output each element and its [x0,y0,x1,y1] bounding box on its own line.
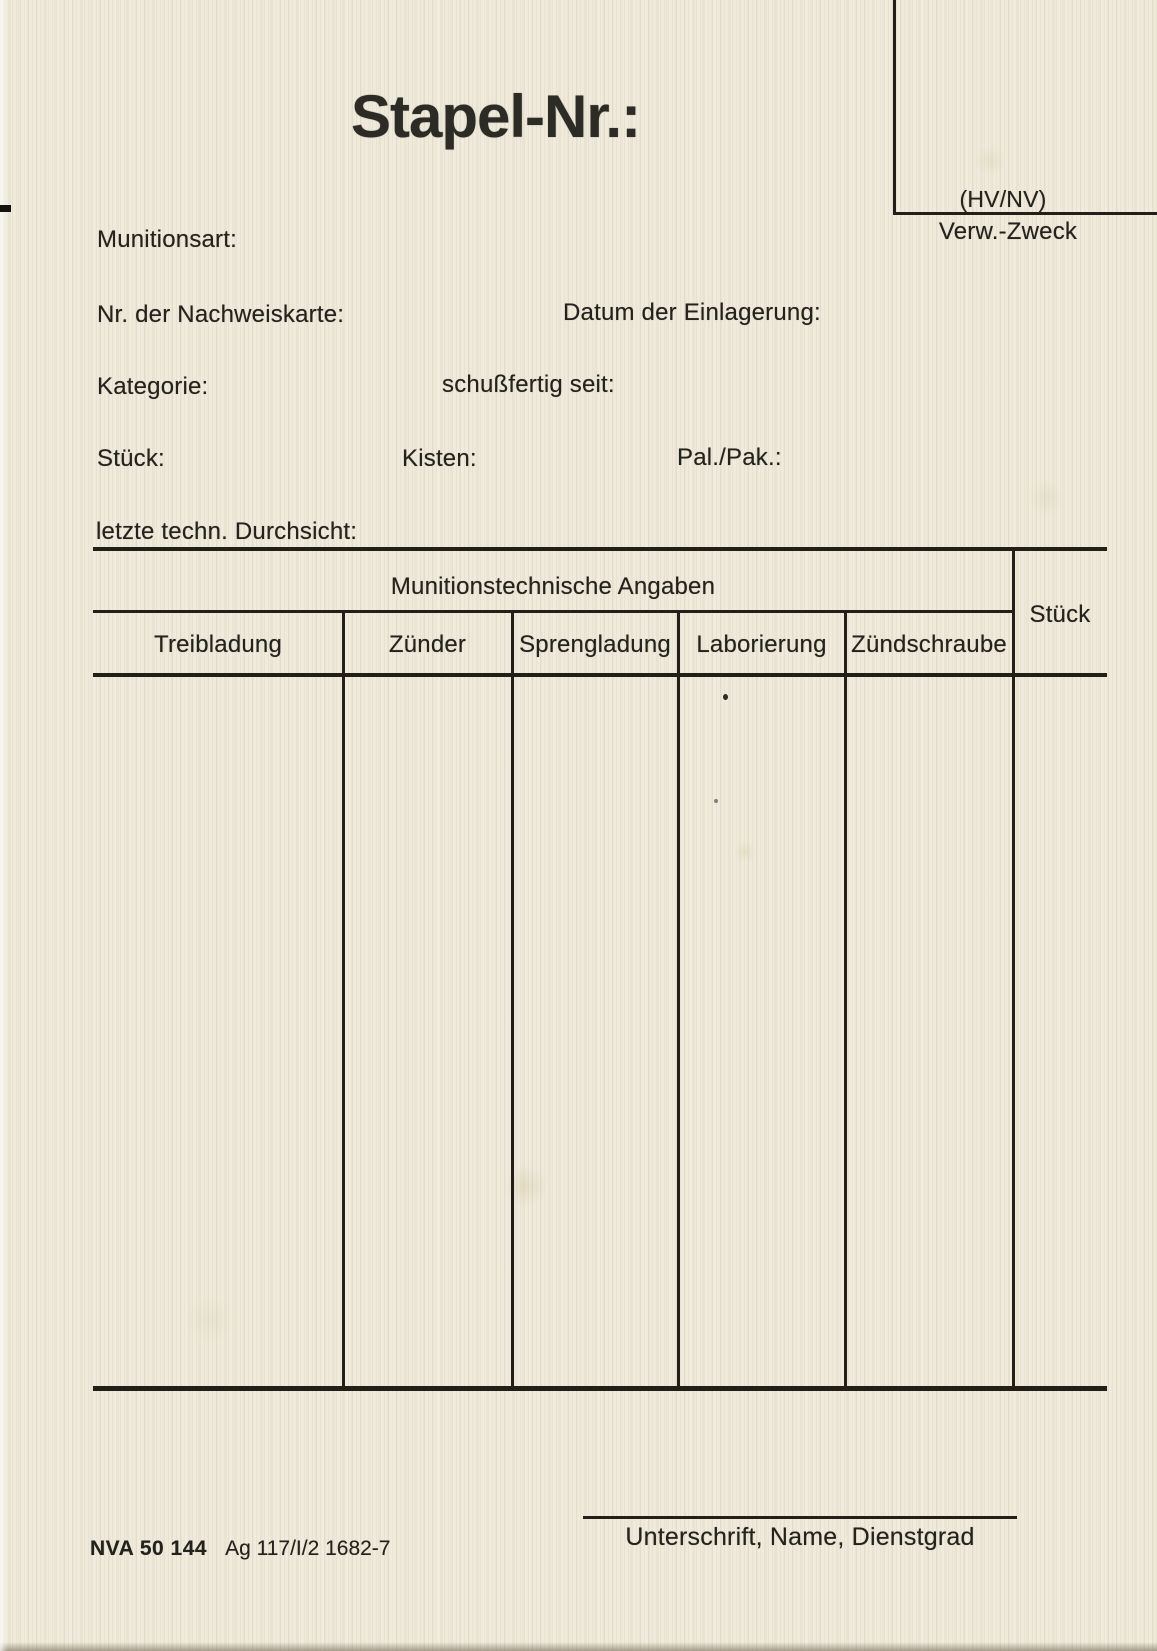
table-group-header-divider [93,610,1013,613]
table-column-divider-3 [677,610,680,1391]
table-header-bottom-border [93,673,1107,677]
table-group-header: Munitionstechnische Angaben [390,573,716,600]
table-column-header-zuender: Zünder [388,631,467,658]
hv-nv-label: (HV/NV) [959,186,1047,212]
table-column-divider-4 [844,610,847,1391]
field-label-stueck: Stück: [97,445,165,472]
table-column-header-sprengladung: Sprengladung [519,631,671,658]
table-column-divider-1 [342,610,345,1391]
table-column-divider-2 [511,610,514,1391]
table-top-border [93,547,1107,551]
table-column-header-zuendschraube: Zündschraube [851,631,1007,658]
table-column-header-laborierung: Laborierung [696,631,827,658]
form-title: Stapel-Nr.: [351,83,641,150]
ink-speck [714,799,718,803]
signature-line [583,1516,1017,1519]
usage-box-horizontal-rule [893,212,1157,215]
field-label-kategorie: Kategorie: [97,373,209,400]
table-bottom-border [93,1386,1107,1391]
signature-caption: Unterschrift, Name, Dienstgrad [625,1523,975,1551]
usage-box-vertical-rule [893,0,896,215]
form-print-code [90,1537,390,1560]
field-label-pal-pak: Pal./Pak.: [677,444,782,471]
verw-zweck-label: Verw.-Zweck [938,218,1078,245]
field-label-datum-einlagerung: Datum der Einlagerung: [563,299,821,326]
table-column-header-treibladung: Treibladung [153,631,283,658]
field-label-schussfertig-seit: schußfertig seit: [442,371,615,398]
print-office-code: Ag 117/I/2 1682-7 [225,1537,391,1560]
field-label-munitionsart: Munitionsart: [97,226,237,253]
form-number: NVA 50 144 [90,1537,208,1560]
table-column-header-stueck: Stück [1029,601,1091,628]
field-label-kisten: Kisten: [402,445,477,472]
field-label-letzte-durchsicht: letzte techn. Durchsicht: [96,518,358,545]
ink-speck [723,694,728,700]
scan-edge-dash [0,205,11,212]
table-stueck-column-divider [1012,549,1015,1391]
field-label-nachweiskarte: Nr. der Nachweiskarte: [97,301,345,328]
